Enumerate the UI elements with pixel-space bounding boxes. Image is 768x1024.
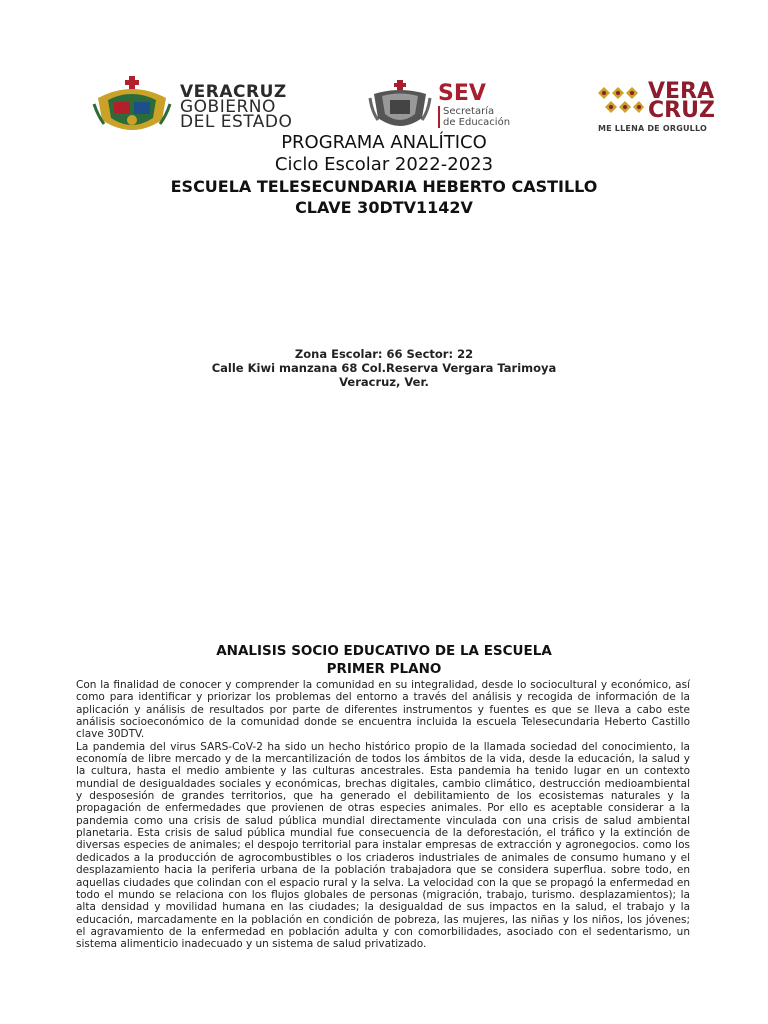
sev-title: SEV [438, 81, 486, 106]
coat-of-arms-icon [92, 76, 172, 138]
gobierno-logo [92, 76, 292, 138]
address-city: Veracruz, Ver. [339, 375, 429, 389]
pattern-emblem-icon [598, 85, 644, 117]
address-zone: Zona Escolar: 66 Sector: 22 [294, 347, 474, 361]
document-title: PROGRAMA ANALÍTICO [281, 132, 487, 153]
gobierno-line-1: VERACRUZ [180, 81, 287, 102]
school-cycle: Ciclo Escolar 2022-2023 [274, 154, 494, 175]
paragraph-2: La pandemia del virus SARS-CoV-2 ha sido un hecho histórico propio de la llamada sociedad del conocimiento, la economía de libre mercado y de la mercantilización de todos los ámbitos de la vida, desde la educación, la salud y la cultura, hasta el medio ambiente y las culturas ancestrales. Esta pandemia ha tenido lugar en un contexto mundial de desigualdades sociales y económicas, brechas digitales, cambio climático, destrucción medioambiental y desposesión de grandes territorios, que ha generado el debilitamiento de los ecosistemas naturales y la propagación de enfermedades que provienen de otras especies animales. Por ello es aceptable considerar a la pandemia como una crisis de salud pública mundial directamente vinculada con una crisis de salud ambiental planetaria. Esta crisis de salud pública mundial fue consecuencia de la deforestación, el tráfico y la extinción de diversas especies de animales; el despojo territorial para instalar empresas de extracción y agronegocios. como los dedicados a la producción de agrocombustibles o los criaderos industriales de animales de consumo humano y el desplazamiento hacia la periferia urbana de la población trabajadora que se considera superflua. sobre todo, en aquellas ciudades que colindan con el espacio rural y la selva. La velocidad con la que se propagó la enfermedad en todo el mundo se relaciona con los flujos globales de personas (migración, trabajo, turismo. desplazamientos); la alta densidad y movilidad humana en las ciudades; la desigualdad de sus impactos en la salud, el trabajo y la educación, marcadamente en la población en condición de pobreza, las mujeres, las niñas y los niños, los jóvenes; el agravamiento de la enfermedad en población adulta y con comorbilidades, asociado con el sedentarismo, un sistema alimenticio inadecuado y un sistema de salud privatizado. [76, 740, 690, 951]
section-heading [0, 642, 768, 678]
paragraph-1: Con la finalidad de conocer y comprender la comunidad en su integralidad, desde lo sociocultural y económico, así como para identificar y priorizar los problemas del entorno a través del análisis y recogida de información de la aplicación y análisis de resultados por parte de diferentes instrumentos y fuentes es que se lleva a cabo este análisis socioeconómico de la comunidad donde se encuentra incluida la escuela Telesecundaria Heberto Castillo clave 30DTV. [76, 679, 690, 741]
sev-shield-icon [368, 80, 432, 132]
vera-line-1: VERA [648, 79, 715, 104]
section-title: ANALISIS SOCIO EDUCATIVO DE LA ESCUELA [216, 643, 552, 659]
vera-tagline: ME LLENA DE ORGULLO [598, 124, 707, 133]
gobierno-line-3: DEL ESTADO [180, 111, 293, 132]
gobierno-wordmark [180, 81, 293, 132]
veracruz-orgullo-logo [598, 79, 715, 133]
vera-line-2: CRUZ [648, 98, 715, 123]
school-clave: CLAVE 30DTV1142V [295, 198, 473, 217]
school-name: ESCUELA TELESECUNDARIA HEBERTO CASTILLO [170, 177, 598, 196]
veracruz-wordmark [644, 79, 715, 123]
sev-subtitle [438, 106, 510, 128]
school-address [0, 347, 768, 389]
sev-logo [368, 80, 510, 132]
body-text [76, 679, 690, 951]
sev-sub-line-2: de Educación [443, 117, 511, 128]
address-street: Calle Kiwi manzana 68 Col.Reserva Vergara Tarimoya [211, 361, 557, 375]
gobierno-line-2: GOBIERNO [180, 96, 276, 117]
sev-sub-line-1: Secretaría [443, 106, 495, 117]
section-subtitle: PRIMER PLANO [326, 661, 442, 677]
sev-wordmark [438, 81, 511, 128]
document-header [0, 132, 768, 218]
